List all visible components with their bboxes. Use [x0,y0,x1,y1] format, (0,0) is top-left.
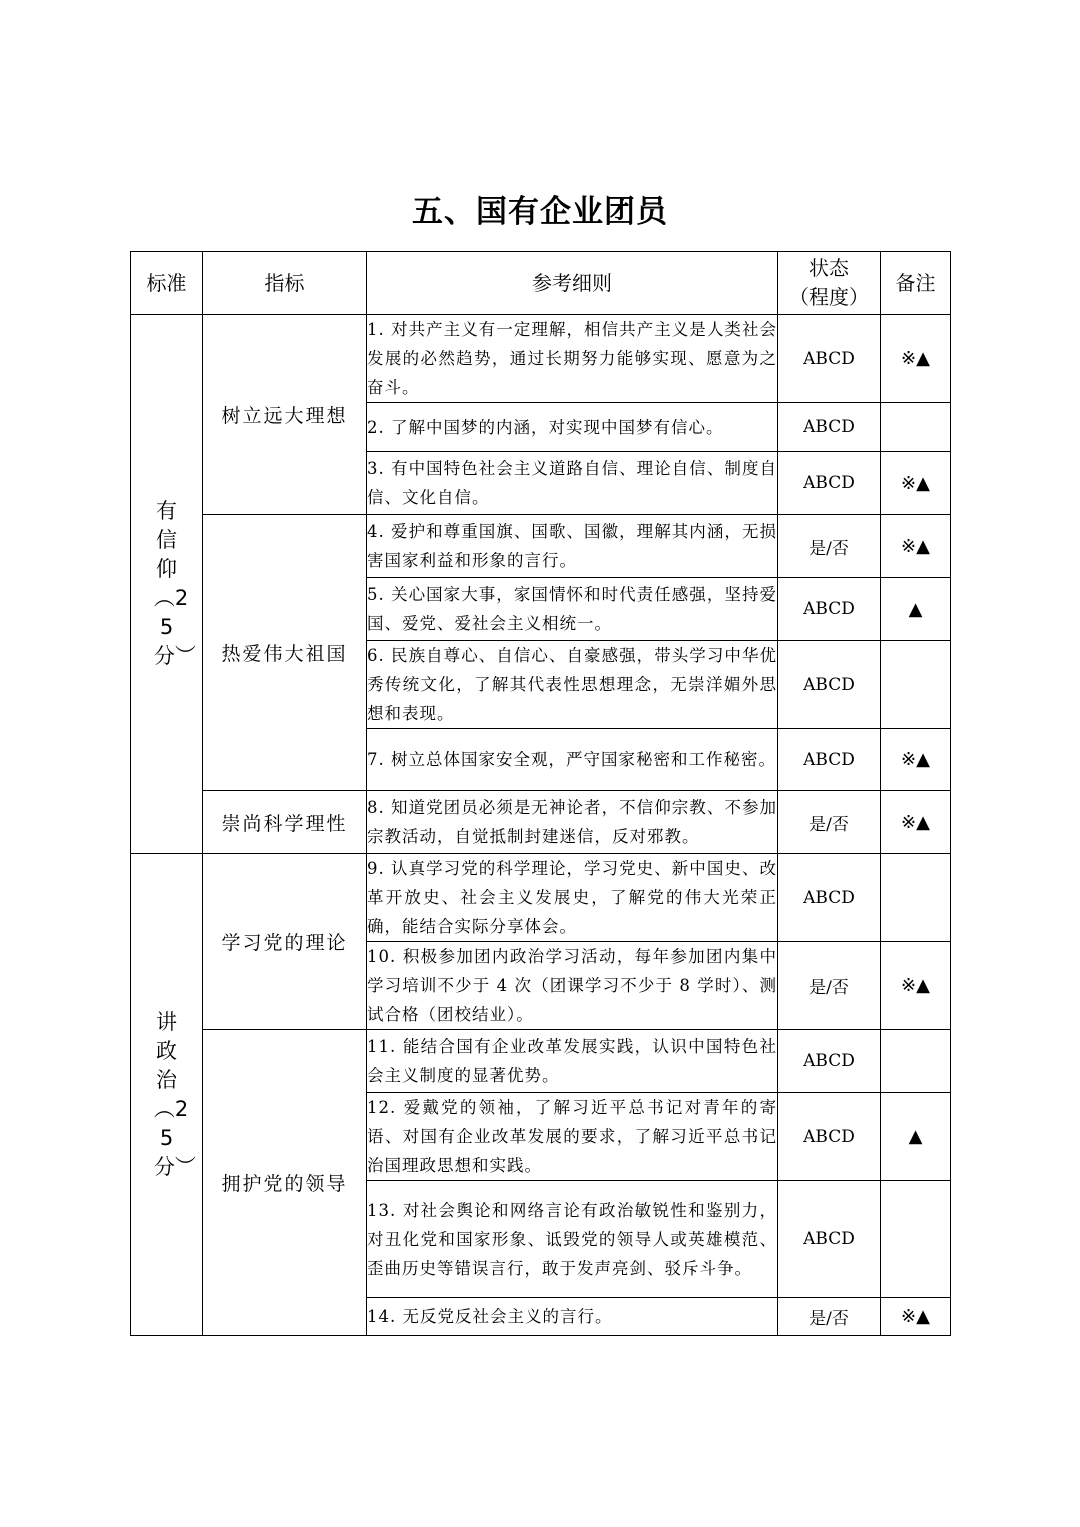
status-cell: 是/否 [778,515,881,578]
detail-cell: 2. 了解中国梦的内涵，对实现中国梦有信心。 [367,403,778,452]
status-cell: ABCD [778,1181,881,1298]
detail-cell: 4. 爱护和尊重国旗、国歌、国徽，理解其内涵，无损害国家利益和形象的言行。 [367,515,778,578]
header-status-line2: （程度） [789,285,869,309]
status-cell: ABCD [778,854,881,942]
note-cell [881,1030,951,1093]
indicator-cell: 学习党的理论 [203,854,367,1030]
detail-cell: 12. 爱戴党的领袖，了解习近平总书记对青年的寄语、对国有企业改革发展的要求，了解习近平总书记治国理政思想和实践。 [367,1093,778,1181]
standard-cell [131,854,203,1336]
note-cell: ※▲ [881,791,951,854]
header-detail: 参考细则 [367,252,778,315]
detail-cell: 7. 树立总体国家安全观，严守国家秘密和工作秘密。 [367,729,778,791]
indicator-cell: 拥护党的领导 [203,1030,367,1336]
status-cell: ABCD [778,578,881,641]
page-title: 五、国有企业团员 [412,194,668,230]
status-cell: ABCD [778,1030,881,1093]
status-cell: ABCD [778,1093,881,1181]
indicator-cell: 热爱伟大祖国 [203,515,367,791]
header-row [131,252,951,315]
detail-cell: 14. 无反党反社会主义的言行。 [367,1298,778,1336]
status-cell: ABCD [778,641,881,729]
indicator-cell: 树立远大理想 [203,315,367,515]
note-cell [881,403,951,452]
detail-cell: 10. 积极参加团内政治学习活动，每年参加团内集中学习培训不少于 4 次（团课学习不少于 8 学时）、测试合格（团校结业）。 [367,942,778,1030]
note-cell: ※▲ [881,942,951,1030]
note-cell: ▲ [881,1093,951,1181]
status-cell: ABCD [778,315,881,403]
note-cell [881,641,951,729]
detail-cell: 1. 对共产主义有一定理解，相信共产主义是人类社会发展的必然趋势，通过长期努力能够实现、愿意为之奋斗。 [367,315,778,403]
header-status [778,252,881,315]
note-cell [881,854,951,942]
note-cell: ※▲ [881,452,951,515]
note-cell [881,1181,951,1298]
status-cell: ABCD [778,452,881,515]
status-cell: ABCD [778,729,881,791]
detail-cell: 3. 有中国特色社会主义道路自信、理论自信、制度自信、文化自信。 [367,452,778,515]
status-cell: ABCD [778,403,881,452]
standard-label: 有信仰︵25分︶ [153,499,196,668]
detail-cell: 13. 对社会舆论和网络言论有政治敏锐性和鉴别力，对丑化党和国家形象、诋毁党的领导人或英雄模范、歪曲历史等错误言行，敢于发声亮剑、驳斥斗争。 [367,1181,778,1298]
header-indicator: 指标 [203,252,367,315]
status-cell: 是/否 [778,791,881,854]
table-row [131,791,951,854]
detail-cell: 6. 民族自尊心、自信心、自豪感强，带头学习中华优秀传统文化，了解其代表性思想理念，无崇洋媚外思想和表现。 [367,641,778,729]
detail-cell: 5. 关心国家大事，家国情怀和时代责任感强，坚持爱国、爱党、爱社会主义相统一。 [367,578,778,641]
indicator-cell: 崇尚科学理性 [203,791,367,854]
table-row [131,315,951,403]
table-row [131,854,951,942]
header-status-line1: 状态 [809,256,849,280]
note-cell: ※▲ [881,1298,951,1336]
note-cell: ※▲ [881,315,951,403]
table-row [131,1030,951,1093]
status-cell: 是/否 [778,1298,881,1336]
note-cell: ▲ [881,578,951,641]
detail-cell: 8. 知道党团员必须是无神论者，不信仰宗教、不参加宗教活动，自觉抵制封建迷信，反对邪教。 [367,791,778,854]
note-cell: ※▲ [881,729,951,791]
detail-cell: 11. 能结合国有企业改革发展实践，认识中国特色社会主义制度的显著优势。 [367,1030,778,1093]
standard-cell [131,315,203,854]
header-note: 备注 [881,252,951,315]
header-standard: 标准 [131,252,203,315]
detail-cell: 9. 认真学习党的科学理论，学习党史、新中国史、改革开放史、社会主义发展史，了解党的伟大光荣正确，能结合实际分享体会。 [367,854,778,942]
note-cell: ※▲ [881,515,951,578]
evaluation-table [130,251,951,1336]
standard-label: 讲政治︵25分︶ [153,1009,196,1179]
status-cell: 是/否 [778,942,881,1030]
table-row [131,515,951,578]
